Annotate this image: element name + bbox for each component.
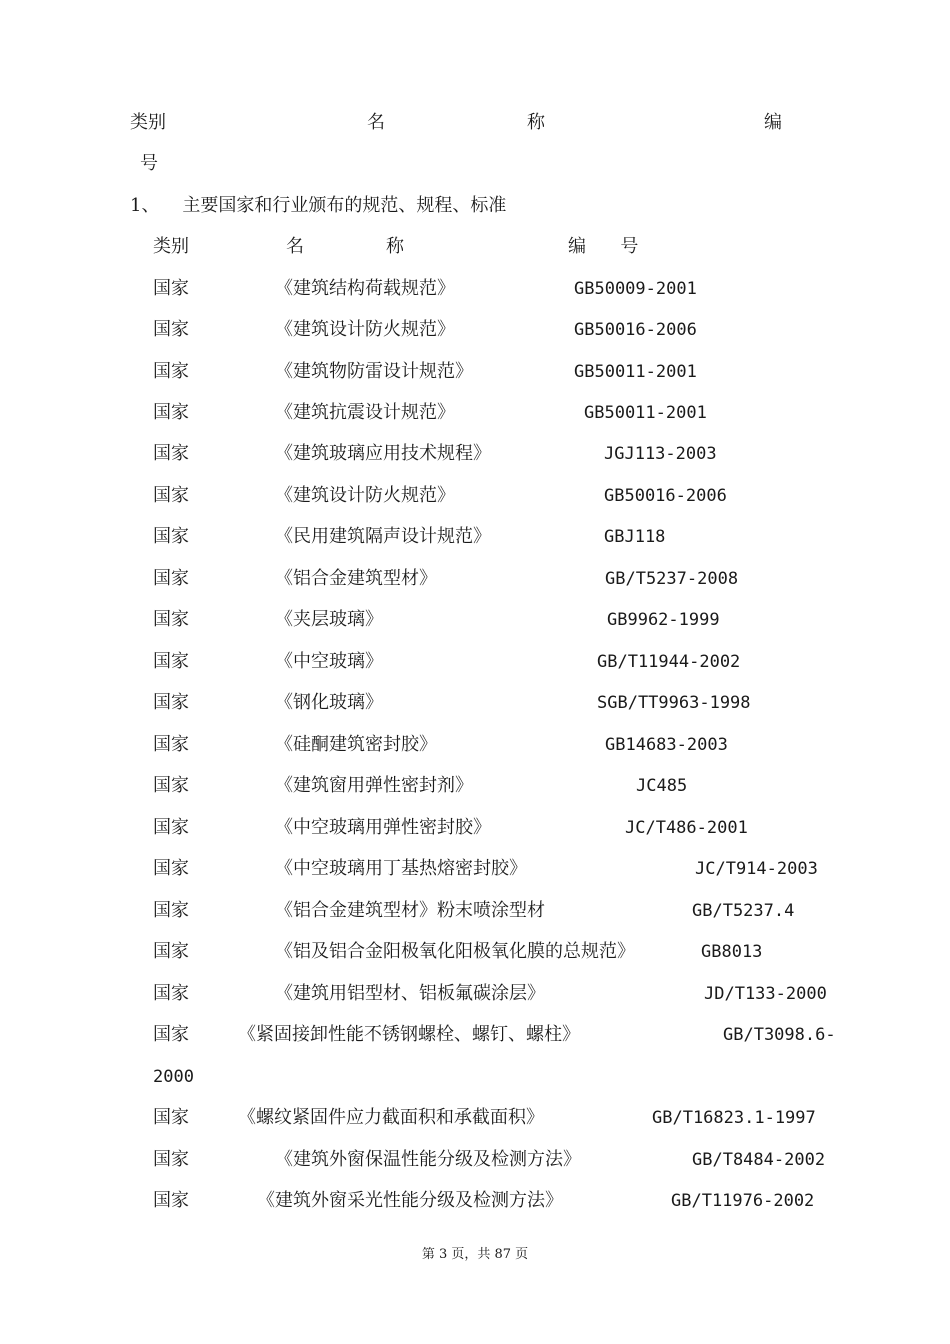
row-name: 《建筑玻璃应用技术规程》 [275,443,491,464]
row-name: 《中空玻璃》 [275,651,383,672]
row-type: 国家 [153,734,189,755]
row-name: 《建筑外窗保温性能分级及检测方法》 [275,1149,581,1170]
row-code: SGB/TT9963-1998 [597,693,751,713]
row-name: 《建筑物防雷设计规范》 [275,361,473,382]
header-code-1: 编 [764,112,782,133]
section-title: 1、 主要国家和行业颁布的规范、规程、标准 [130,195,507,216]
row-type: 国家 [153,1190,189,1211]
row-code: GB8013 [701,942,763,962]
row-code: GB/T11976-2002 [671,1191,815,1211]
row-type: 国家 [153,526,189,547]
row-code: GB/T5237.4 [692,901,795,921]
row-name: 《螺纹紧固件应力截面积和承截面积》 [238,1107,544,1128]
row-code: GB50016-2006 [604,486,727,506]
row-code: GB50011-2001 [584,403,707,423]
row-name: 《中空玻璃用丁基热熔密封胶》 [275,858,527,879]
row-name: 《建筑外窗采光性能分级及检测方法》 [257,1190,563,1211]
row-name: 《建筑结构荷载规范》 [275,278,455,299]
row-type: 国家 [153,651,189,672]
row-code: GB50016-2006 [574,320,697,340]
table-header-code: 编 号 [568,236,639,257]
row-type: 国家 [153,983,189,1004]
row-code: GB/T3098.6- [723,1025,836,1045]
row-code: GB50009-2001 [574,279,697,299]
row-code-wrap: 2000 [153,1067,194,1087]
header-code-2: 号 [140,153,158,174]
row-code: JGJ113-2003 [604,444,717,464]
table-header-name-2: 称 [386,236,404,257]
row-type: 国家 [153,402,189,423]
row-code: GBJ118 [604,527,666,547]
header-name-2: 称 [527,112,545,133]
row-code: GB14683-2003 [605,735,728,755]
row-name: 《建筑设计防火规范》 [275,319,455,340]
row-type: 国家 [153,775,189,796]
row-type: 国家 [153,1107,189,1128]
row-code: GB/T11944-2002 [597,652,741,672]
row-code: GB50011-2001 [574,362,697,382]
row-name: 《建筑用铝型材、铝板氟碳涂层》 [275,983,545,1004]
row-type: 国家 [153,1024,189,1045]
table-header-name-1: 名 [286,236,304,257]
row-type: 国家 [153,568,189,589]
row-code: JD/T133-2000 [704,984,827,1004]
row-type: 国家 [153,485,189,506]
row-name: 《铝合金建筑型材》粉末喷涂型材 [275,900,545,921]
row-type: 国家 [153,1149,189,1170]
page-footer: 第 3 页，共 87 页 [421,1247,529,1262]
row-name: 《硅酮建筑密封胶》 [275,734,437,755]
row-name: 《中空玻璃用弹性密封胶》 [275,817,491,838]
row-type: 国家 [153,900,189,921]
row-code: GB/T16823.1-1997 [652,1108,816,1128]
row-code: GB/T5237-2008 [605,569,739,589]
row-name: 《建筑窗用弹性密封剂》 [275,775,473,796]
row-type: 国家 [153,443,189,464]
row-type: 国家 [153,858,189,879]
row-name: 《建筑抗震设计规范》 [275,402,455,423]
row-code: JC485 [636,776,688,796]
row-type: 国家 [153,278,189,299]
table-header-type: 类别 [153,236,189,257]
row-name: 《紧固接卸性能不锈钢螺栓、螺钉、螺柱》 [238,1024,580,1045]
row-code: JC/T914-2003 [695,859,818,879]
row-name: 《民用建筑隔声设计规范》 [275,526,491,547]
row-name: 《建筑设计防火规范》 [275,485,455,506]
row-code: JC/T486-2001 [625,818,748,838]
row-type: 国家 [153,361,189,382]
row-name: 《钢化玻璃》 [275,692,383,713]
row-name: 《夹层玻璃》 [275,609,383,630]
row-name: 《铝及铝合金阳极氧化阳极氧化膜的总规范》 [275,941,635,962]
header-category: 类别 [130,112,166,133]
row-type: 国家 [153,817,189,838]
row-type: 国家 [153,692,189,713]
row-type: 国家 [153,319,189,340]
row-type: 国家 [153,609,189,630]
row-name: 《铝合金建筑型材》 [275,568,437,589]
header-name-1: 名 [367,112,385,133]
row-code: GB9962-1999 [607,610,720,630]
row-code: GB/T8484-2002 [692,1150,826,1170]
row-type: 国家 [153,941,189,962]
